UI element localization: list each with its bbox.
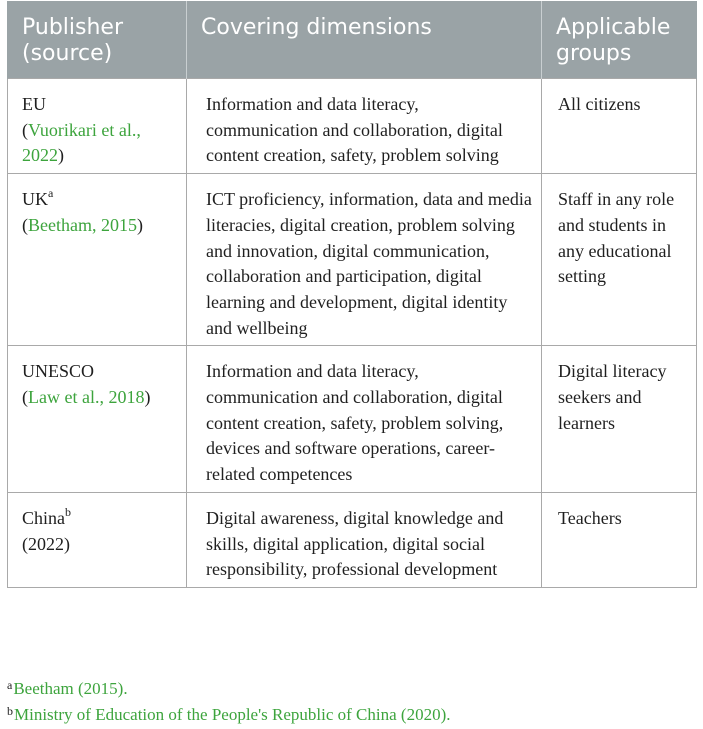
publisher-name: EU: [22, 94, 46, 114]
footnote-b: [7, 702, 451, 728]
footnote-mark: b: [7, 704, 13, 718]
header-publisher: Publisher (source): [8, 2, 187, 79]
dimensions-cell: Information and data literacy, communication and collaboration, digital content creation, safety, problem solving, devices and software operations, career-related competences: [187, 346, 542, 493]
comparison-table-container: [7, 1, 696, 588]
source-year: 2022: [28, 533, 64, 554]
source-citation-link[interactable]: Vuorikari et al., 2022: [22, 119, 141, 166]
footnote-a: [7, 676, 451, 702]
dimensions-cell: ICT proficiency, information, data and media literacies, digital creation, problem solving and innovation, digital communication, collaboration and participation, digital learning and development, digital identity and wellbeing: [187, 174, 542, 346]
publisher-name: UK: [22, 189, 48, 210]
footnote-marker[interactable]: b: [65, 504, 71, 519]
groups-cell: All citizens: [542, 79, 697, 174]
publisher-cell: China$^b$ (2022): [8, 492, 187, 587]
publisher-name: China: [22, 507, 65, 528]
header-dimensions: Covering dimensions: [187, 2, 542, 79]
dimensions-cell: Digital awareness, digital knowledge and skills, digital application, digital social responsibility, professional development: [187, 492, 542, 587]
table-row: [8, 79, 697, 174]
table-header-row: [8, 2, 697, 79]
source-citation-link[interactable]: Law et al., 2018: [28, 387, 145, 408]
table-footnotes: [7, 676, 451, 728]
groups-cell: Teachers: [542, 492, 697, 587]
publisher-cell: $UK^a$ (Beetham, 2015): [8, 174, 187, 346]
groups-cell: Staff in any role and students in any educational setting: [542, 174, 697, 346]
publisher-name: UNESCO: [22, 361, 95, 382]
table-row: [8, 174, 697, 346]
dimensions-cell: Information and data literacy, communication and collaboration, digital content creation, safety, problem solving: [187, 79, 542, 174]
table-row: [8, 492, 697, 587]
footnote-citation-link[interactable]: Ministry of Education of the People's Republic of China (2020).: [14, 705, 451, 724]
publisher-cell: EU (Vuorikari et al., 2022): [8, 79, 187, 174]
header-groups: Applicable groups: [542, 2, 697, 79]
source-citation-link[interactable]: Beetham, 2015: [28, 214, 137, 235]
footnote-marker[interactable]: a: [48, 186, 54, 201]
table-row: [8, 346, 697, 493]
groups-cell: Digital literacy seekers and learners: [542, 346, 697, 493]
footnote-citation-link[interactable]: Beetham (2015).: [13, 679, 128, 698]
digital-literacy-frameworks-table: [7, 1, 697, 588]
footnote-mark: a: [7, 678, 13, 692]
publisher-cell: UNESCO (Law et al., 2018): [8, 346, 187, 493]
